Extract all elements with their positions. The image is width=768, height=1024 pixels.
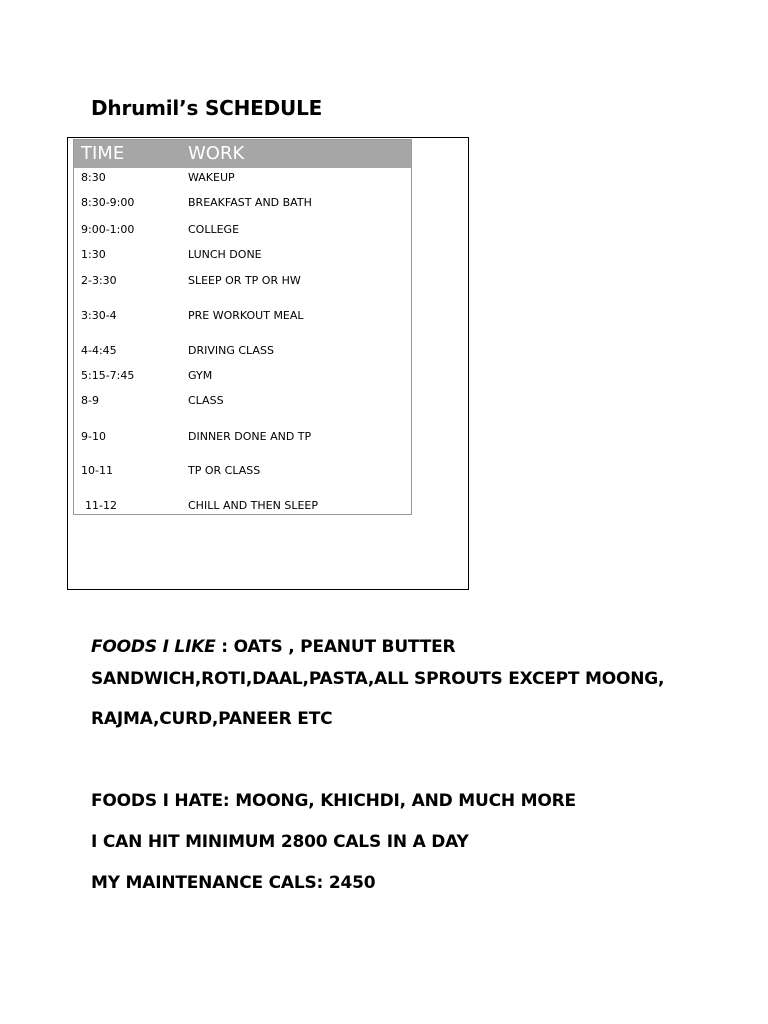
row-work: LUNCH DONE — [188, 248, 262, 261]
foods-like-list-start: : OATS , PEANUT BUTTER — [215, 637, 456, 657]
row-time: 5:15-7:45 — [81, 369, 135, 382]
header-time: TIME — [81, 143, 125, 164]
row-work: DINNER DONE AND TP — [188, 430, 312, 443]
row-work: CLASS — [188, 394, 224, 407]
row-work: GYM — [188, 369, 213, 382]
row-time: 8:30-9:00 — [81, 196, 135, 209]
row-work: PRE WORKOUT MEAL — [188, 309, 304, 322]
foods-like-line3: RAJMA,CURD,PANEER ETC — [91, 709, 333, 729]
row-time: 10-11 — [81, 464, 113, 477]
foods-like-label: FOODS I LIKE — [91, 637, 216, 657]
table-header — [74, 140, 411, 168]
header-work: WORK — [188, 143, 245, 164]
row-work: CHILL AND THEN SLEEP — [188, 499, 318, 512]
foods-like-line2: SANDWICH,ROTI,DAAL,PASTA,ALL SPROUTS EXCEPT MOONG, — [91, 669, 665, 689]
row-time: 4-4:45 — [81, 344, 117, 357]
row-time: 2-3:30 — [81, 274, 117, 287]
row-work: TP OR CLASS — [188, 464, 261, 477]
row-time: 9-10 — [81, 430, 106, 443]
min-calories: I CAN HIT MINIMUM 2800 CALS IN A DAY — [91, 832, 469, 852]
row-time: 8:30 — [81, 171, 106, 184]
row-work: DRIVING CLASS — [188, 344, 274, 357]
schedule-table — [73, 139, 412, 515]
foods-hate: FOODS I HATE: MOONG, KHICHDI, AND MUCH MORE — [91, 791, 576, 811]
row-time: 9:00-1:00 — [81, 223, 135, 236]
foods-like-line1 — [91, 637, 455, 657]
row-work: COLLEGE — [188, 223, 240, 236]
row-time: 1:30 — [81, 248, 106, 261]
maintenance-calories: MY MAINTENANCE CALS: 2450 — [91, 873, 376, 893]
row-time: 3:30-4 — [81, 309, 117, 322]
row-work: SLEEP OR TP OR HW — [188, 274, 301, 287]
row-time: 11-12 — [85, 499, 117, 512]
row-work: BREAKFAST AND BATH — [188, 196, 312, 209]
row-time: 8-9 — [81, 394, 99, 407]
row-work: WAKEUP — [188, 171, 235, 184]
page-title: Dhrumil’s SCHEDULE — [91, 96, 323, 120]
